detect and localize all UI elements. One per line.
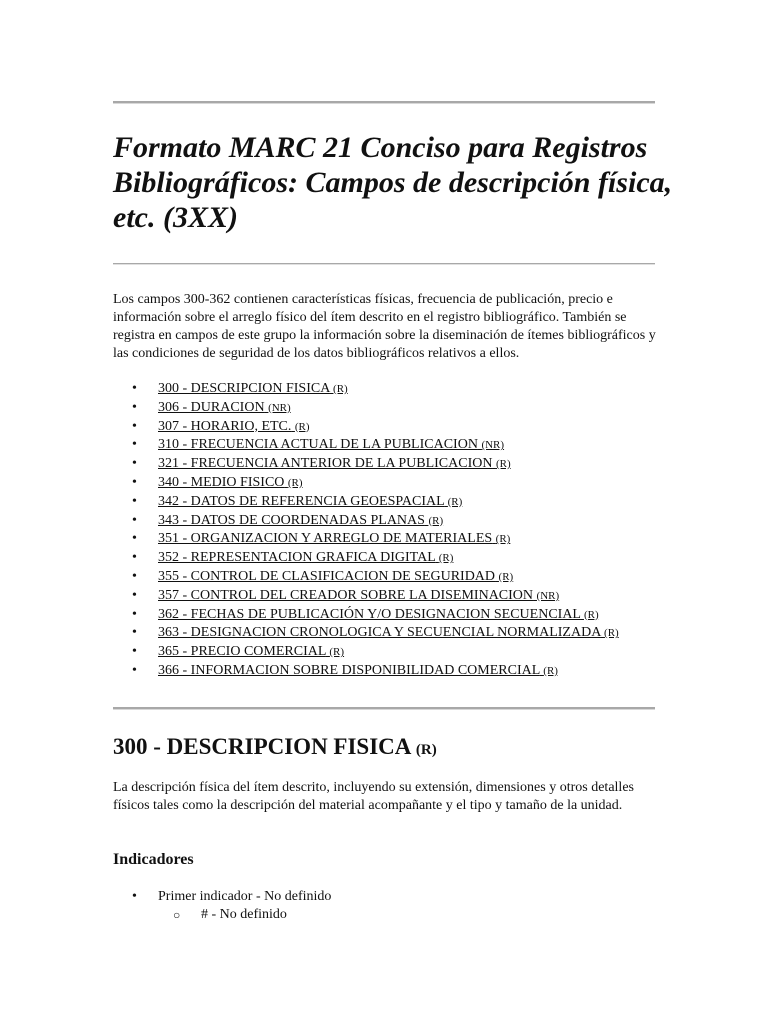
bullet-icon: •	[132, 512, 137, 528]
bullet-icon: •	[132, 568, 137, 584]
list-item	[113, 436, 655, 455]
bullet-icon: •	[132, 889, 137, 904]
field-link-340[interactable]: 340 - MEDIO FISICO (R)	[158, 474, 303, 490]
list-item	[113, 624, 655, 643]
list-item	[113, 662, 655, 681]
divider-section	[113, 707, 655, 710]
bullet-icon: •	[132, 399, 137, 415]
field-link-357[interactable]: 357 - CONTROL DEL CREADOR SOBRE LA DISEMINACION (NR)	[158, 587, 560, 603]
field-link-362[interactable]: 362 - FECHAS DE PUBLICACIÓN Y/O DESIGNACION SECUENCIAL (R)	[158, 606, 599, 622]
document-title: Formato MARC 21 Conciso para Registros Bibliográficos: Campos de descripción física, etc. (3XX)	[113, 131, 673, 234]
bullet-icon: •	[132, 625, 137, 641]
bullet-icon: •	[132, 418, 137, 434]
field-link-343[interactable]: 343 - DATOS DE COORDENADAS PLANAS (R)	[158, 512, 444, 528]
list-item	[113, 418, 655, 437]
list-item	[113, 399, 655, 418]
field-link-306[interactable]: 306 - DURACION (NR)	[158, 399, 291, 415]
list-item	[113, 643, 655, 662]
bullet-icon: •	[132, 662, 137, 678]
field-index-list	[113, 380, 655, 681]
field-link-365[interactable]: 365 - PRECIO COMERCIAL (R)	[158, 644, 345, 660]
field-link-351[interactable]: 351 - ORGANIZACION Y ARREGLO DE MATERIALES (R)	[158, 531, 511, 547]
list-item	[113, 512, 655, 531]
field-link-321[interactable]: 321 - FRECUENCIA ANTERIOR DE LA PUBLICACION (R)	[158, 456, 511, 472]
list-item	[113, 568, 655, 587]
field-link-300[interactable]: 300 - DESCRIPCION FISICA (R)	[158, 381, 348, 396]
list-item	[113, 530, 655, 549]
indicators-list	[113, 888, 655, 924]
intro-paragraph: Los campos 300-362 contienen características físicas, frecuencia de publicación, precio e información sobre el arreglo físico del ítem descrito en el registro bibliográfico. También se registra en campos de este grupo la información sobre la diseminación de ítemes bibliográficos y las condiciones de seguridad de los datos bibliográficos relativos a ellos.	[113, 292, 656, 361]
field-link-363[interactable]: 363 - DESIGNACION CRONOLOGICA Y SECUENCIAL NORMALIZADA (R)	[158, 625, 619, 641]
field-link-307[interactable]: 307 - HORARIO, ETC. (R)	[158, 418, 310, 434]
bullet-icon: •	[132, 474, 137, 490]
bullet-icon: •	[132, 456, 137, 472]
divider-top	[113, 101, 655, 104]
list-item	[113, 906, 655, 924]
circle-bullet-icon: ○	[173, 908, 181, 922]
bullet-icon: •	[132, 550, 137, 566]
list-item	[113, 474, 655, 493]
list-item	[113, 455, 655, 474]
bullet-icon: •	[132, 493, 137, 509]
field-link-355[interactable]: 355 - CONTROL DE CLASIFICACION DE SEGURIDAD (R)	[158, 568, 514, 584]
list-item	[113, 380, 655, 399]
field-link-352[interactable]: 352 - REPRESENTACION GRAFICA DIGITAL (R)	[158, 550, 454, 566]
list-item	[113, 549, 655, 568]
indicators-heading: Indicadores	[113, 851, 194, 868]
bullet-icon: •	[132, 587, 137, 603]
section-description: La descripción física del ítem descrito, incluyendo su extensión, dimensiones y otros detalles físicos tales como la descripción del material acompañante y el tipo y tamaño de la unidad.	[113, 780, 634, 813]
field-link-366[interactable]: 366 - INFORMACION SOBRE DISPONIBILIDAD COMERCIAL (R)	[158, 662, 558, 678]
list-item	[113, 493, 655, 512]
list-item	[113, 587, 655, 606]
divider-title	[113, 263, 655, 265]
first-indicator-value: # - No definido	[201, 907, 287, 922]
bullet-icon: •	[132, 644, 137, 660]
field-link-342[interactable]: 342 - DATOS DE REFERENCIA GEOESPACIAL (R)	[158, 493, 463, 509]
list-item	[113, 606, 655, 625]
field-link-310[interactable]: 310 - FRECUENCIA ACTUAL DE LA PUBLICACION (NR)	[158, 437, 505, 453]
list-item	[113, 888, 655, 906]
bullet-icon: •	[132, 381, 137, 396]
bullet-icon: •	[132, 531, 137, 547]
bullet-icon: •	[132, 437, 137, 453]
bullet-icon: •	[132, 606, 137, 622]
section-title: 300 - DESCRIPCION FISICA (R)	[113, 734, 437, 759]
first-indicator-label: Primer indicador - No definido	[158, 889, 332, 904]
